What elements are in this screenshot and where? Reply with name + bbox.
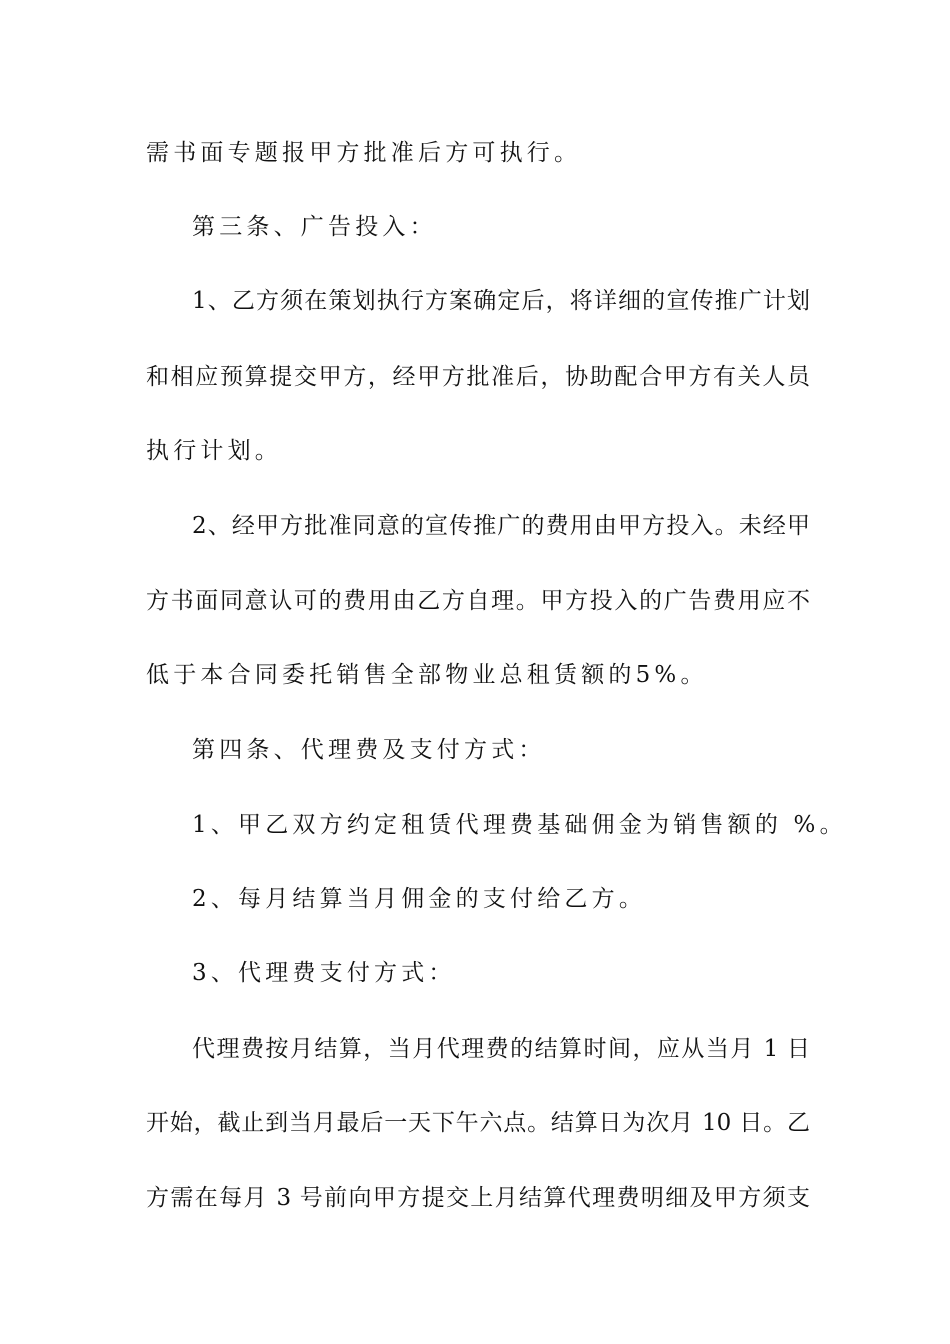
paragraph-line: 开始，截止到当月最后一天下午六点。结算日为次月 10 日。乙 [146, 1110, 810, 1136]
paragraph-line: 需书面专题报甲方批准后方可执行。 [146, 140, 582, 166]
paragraph-line: 低于本合同委托销售全部物业总租赁额的5%。 [146, 662, 708, 688]
paragraph-line: 和相应预算提交甲方，经甲方批准后，协助配合甲方有关人员 [146, 364, 810, 390]
paragraph-line: 执行计划。 [146, 438, 282, 464]
paragraph-line: 方书面同意认可的费用由乙方自理。甲方投入的广告费用应不 [146, 588, 810, 614]
article-heading: 第四条、代理费及支付方式： [192, 737, 546, 763]
paragraph-line: 3、代理费支付方式： [192, 960, 456, 986]
paragraph-line: 方需在每月 3 号前向甲方提交上月结算代理费明细及甲方须支 [146, 1185, 810, 1211]
paragraph-line: 代理费按月结算，当月代理费的结算时间，应从当月 1 日 [192, 1036, 810, 1062]
paragraph-line: 1、乙方须在策划执行方案确定后，将详细的宣传推广计划 [192, 288, 810, 314]
paragraph-line: 1、甲乙双方约定租赁代理费基础佣金为销售额的 %。 [192, 812, 847, 838]
paragraph-line: 2、经甲方批准同意的宣传推广的费用由甲方投入。未经甲 [192, 513, 810, 539]
paragraph-line: 2、每月结算当月佣金的支付给乙方。 [192, 886, 647, 912]
article-heading: 第三条、广告投入： [192, 214, 437, 240]
